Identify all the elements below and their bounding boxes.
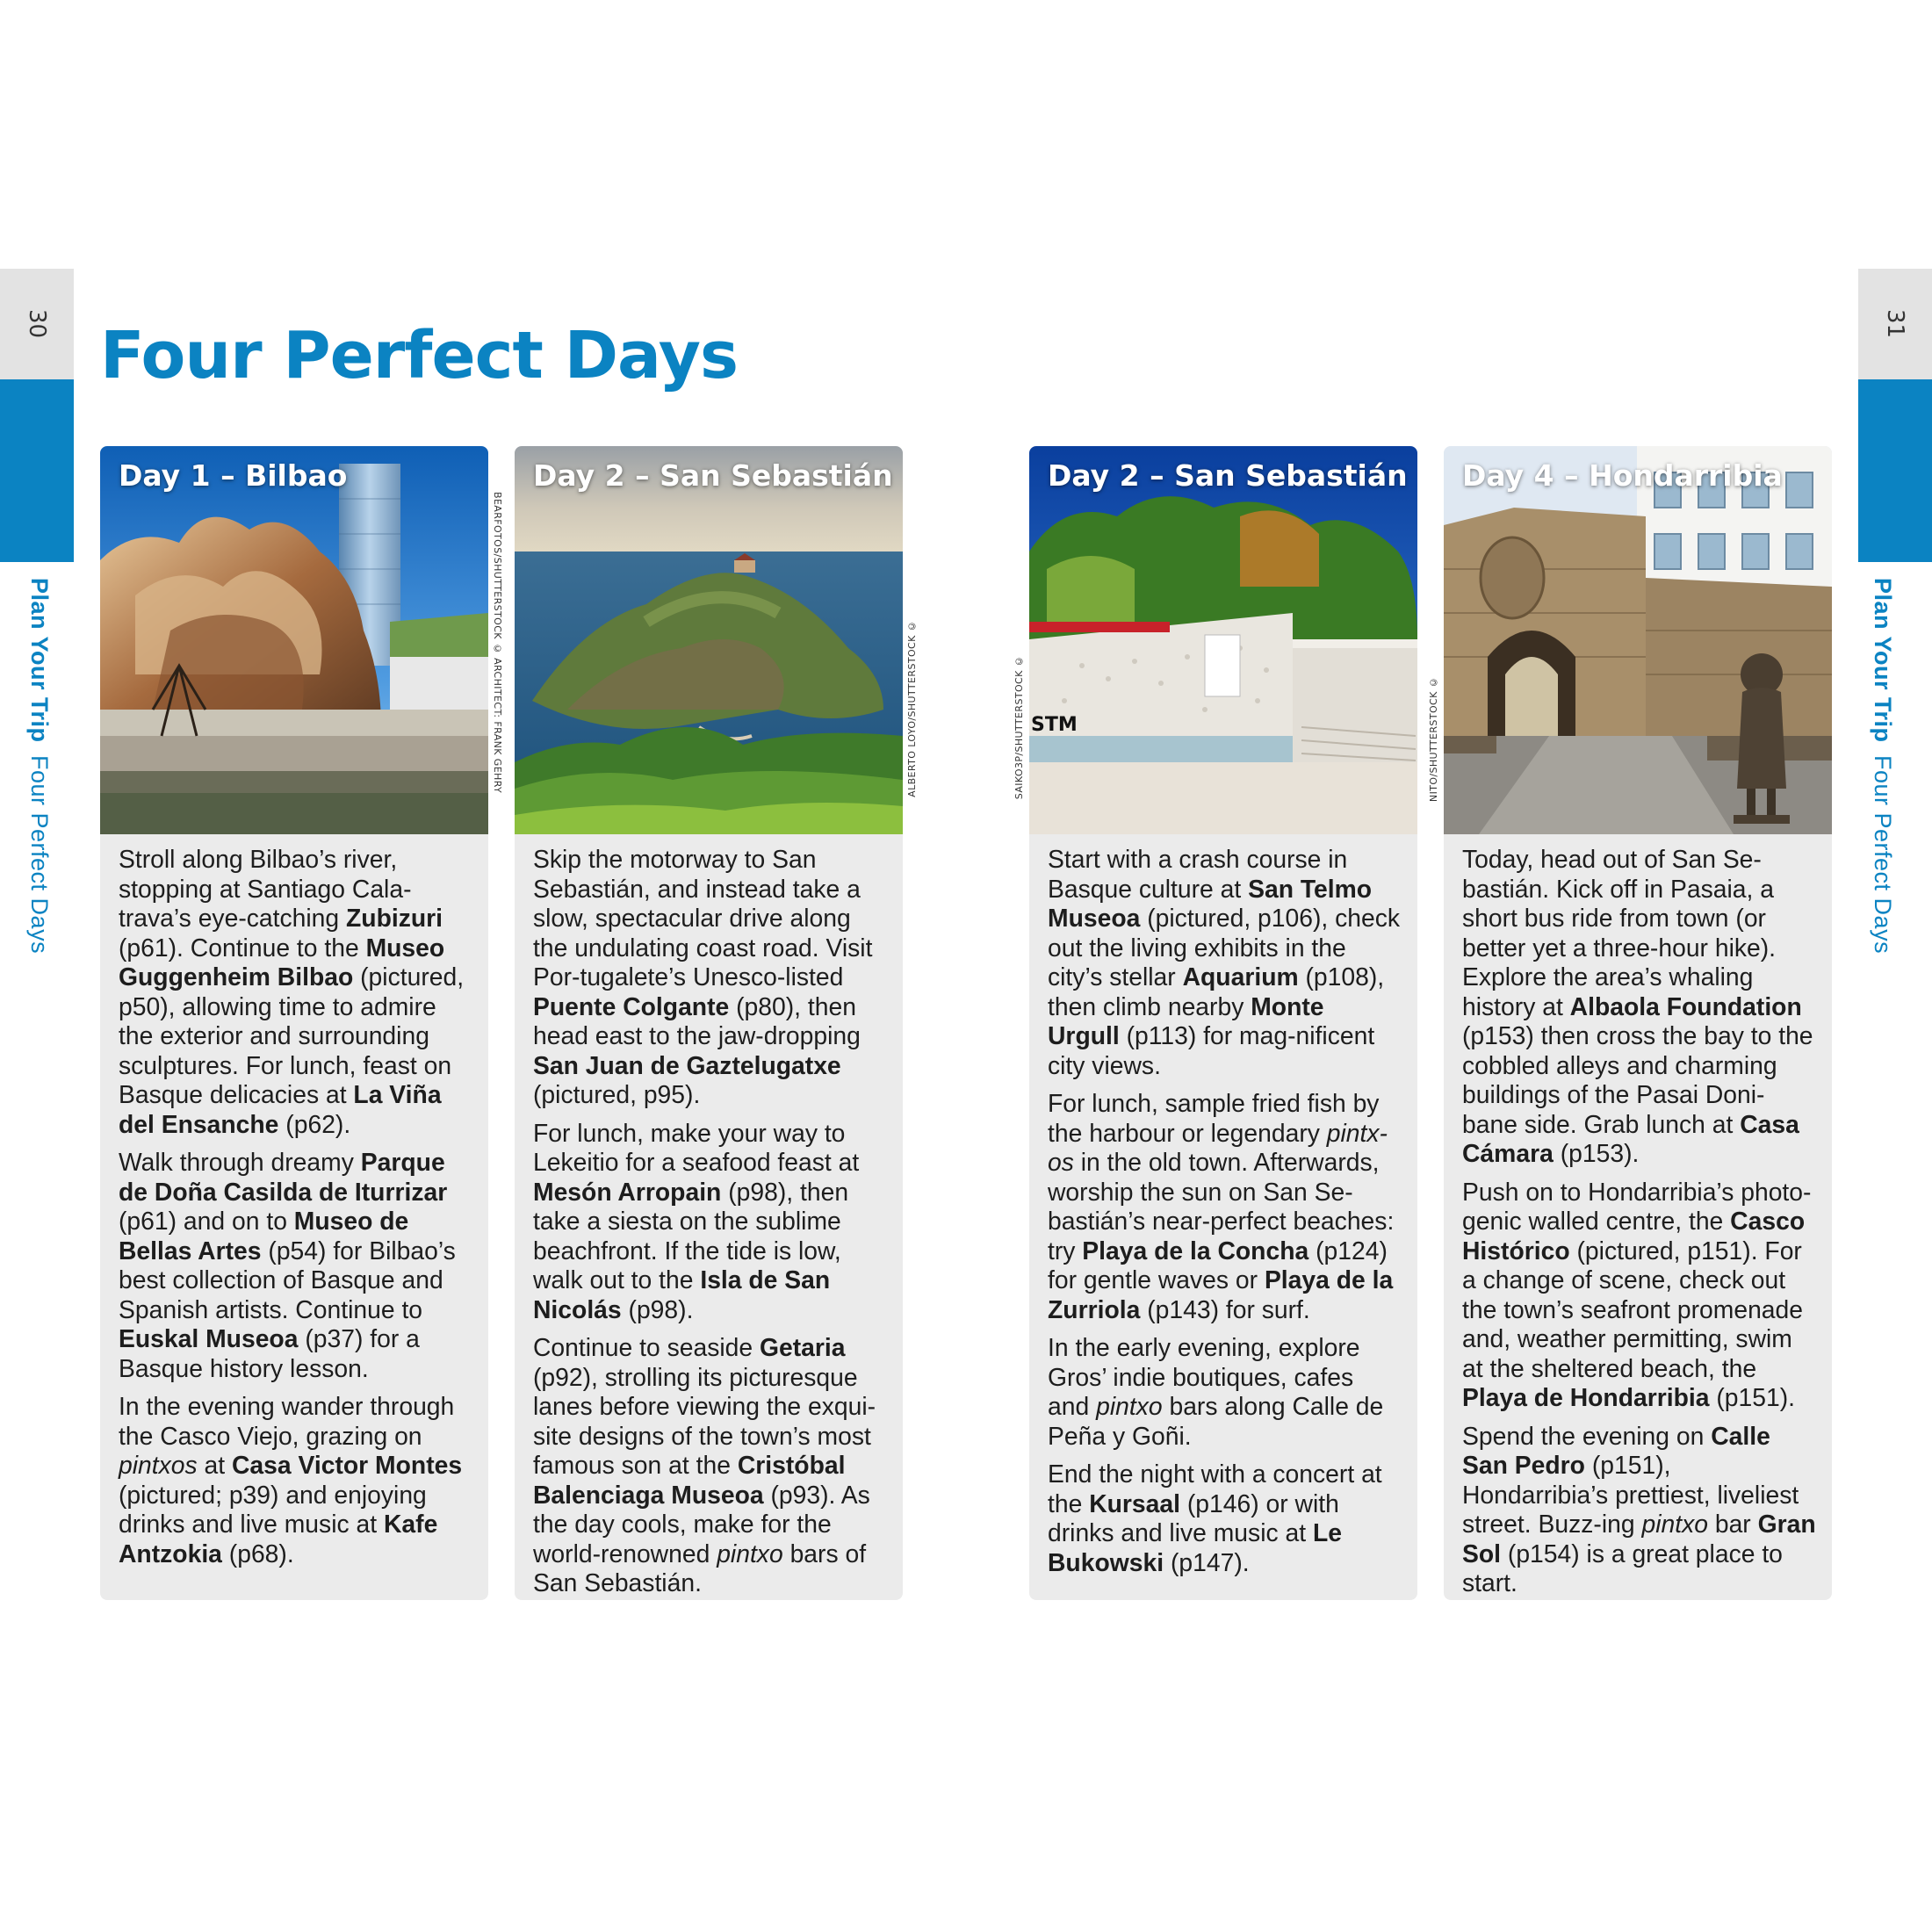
day-card-4 bbox=[1444, 446, 1832, 1600]
paragraph: In the evening wander through the Casco Viejo, grazing on pintxos at Casa Victor Montes (pictured; p39) and enjoying drinks and live music at Kafe Antzokia (p68). bbox=[119, 1392, 463, 1568]
day-3-text bbox=[1029, 834, 1417, 1577]
left-page-number-box bbox=[0, 269, 74, 379]
paragraph: Walk through dreamy Parque de Doña Casilda de Iturrizar (p61) and on to Museo de Bellas Artes (p54) for Bilbao’s best collection of Basque and Spanish artists. Continue to Euskal Museoa (p37) for a Basque history lesson. bbox=[119, 1148, 456, 1382]
left-page-number: 30 bbox=[24, 309, 50, 339]
right-running-header bbox=[1869, 578, 1896, 954]
guggenheim-museum-photo bbox=[100, 446, 488, 834]
san-telmo-museoa-photo bbox=[1029, 446, 1417, 834]
day-2-title: Day 2 – San Sebastián bbox=[533, 458, 893, 493]
day-4-photo-credit: NITO/SHUTTERSTOCK © bbox=[1428, 676, 1439, 803]
left-section-label: Plan Your Trip bbox=[26, 578, 53, 743]
paragraph: Stroll along Bilbao’s river, stopping at Santiago Cala-trava’s eye-catching Zubizuri (p61). Continue to the Museo Guggenheim Bilbao (pictured, p50), allowing time to admire the exterior and surrounding sculptures. For lunch, feast on Basque delicacies at La Viña del Ensanche (p62). bbox=[119, 845, 465, 1138]
paragraph: In the early evening, explore Gros’ indie boutiques, cafes and pintxo bars along Calle de Peña y Goñi. bbox=[1048, 1333, 1384, 1450]
right-page-number-box bbox=[1858, 269, 1932, 379]
day-3-photo-credit: SAIKO3P/SHUTTERSTOCK © bbox=[1013, 655, 1025, 800]
day-2-text bbox=[515, 834, 903, 1598]
left-page-tab bbox=[0, 269, 74, 562]
right-page-number: 31 bbox=[1882, 309, 1908, 339]
day-4-text bbox=[1444, 834, 1832, 1598]
paragraph: Spend the evening on Calle San Pedro (p151), Hondarribia’s prettiest, liveliest street. Buzz-ing pintxo bar Gran Sol (p154) is a great place to start. bbox=[1462, 1421, 1816, 1597]
day-card-2 bbox=[515, 446, 903, 1600]
day-card-1 bbox=[100, 446, 488, 1600]
gaztelugatxe-island-photo bbox=[515, 446, 903, 834]
paragraph: Continue to seaside Getaria (p92), strolling its picturesque lanes before viewing the exqui-site designs of the town’s most famous son at the Cristóbal Balenciaga Museoa (p93). As the day cools, make for the world-renowned pintxo bars of San Sebastián. bbox=[533, 1333, 876, 1597]
left-accent-bar bbox=[0, 379, 74, 562]
paragraph: For lunch, sample fried fish by the harbour or legendary pintx-os in the old town. Afterwards, worship the sun on San Se-bastián’s near-perfect beaches: try Playa de la Concha (p124) for gentle waves or Playa de la Zurriola (p143) for surf. bbox=[1048, 1089, 1395, 1323]
day-card-3 bbox=[1029, 446, 1417, 1600]
stm-sign-text: STM bbox=[1031, 714, 1078, 736]
paragraph: Today, head out of San Se-bastián. Kick off in Pasaia, a short bus ride from town (or better yet a three-hour hike). Explore the area’s whaling history at Albaola Foundation (p153) then cross the bay to the cobbled alleys and charming buildings of the Pasai Doni-bane side. Grab lunch at Casa Cámara (p153). bbox=[1462, 845, 1813, 1167]
day-3-title: Day 2 – San Sebastián bbox=[1048, 458, 1408, 493]
paragraph: End the night with a concert at the Kursaal (p146) or with drinks and live music at Le Bukowski (p147). bbox=[1048, 1460, 1382, 1576]
day-2-photo-credit: ALBERTO LOYO/SHUTTERSTOCK © bbox=[906, 620, 918, 797]
paragraph: For lunch, make your way to Lekeitio for a seafood feast at Mesón Arropain (p98), then take a siesta on the sublime beachfront. If the tide is low, walk out to the Isla de San Nicolás (p98). bbox=[533, 1118, 860, 1323]
paragraph: Skip the motorway to San Sebastián, and instead take a slow, spectacular drive along the undulating coast road. Visit Por-tugalete’s Unesco-listed Puente Colgante (p80), then head east to the jaw-dropping San Juan de Gaztelugatxe (pictured, p95). bbox=[533, 845, 873, 1108]
day-4-title: Day 4 – Hondarribia bbox=[1462, 458, 1783, 493]
right-accent-bar bbox=[1858, 379, 1932, 562]
page-title: Four Perfect Days bbox=[100, 318, 738, 393]
right-page-tab bbox=[1858, 269, 1932, 562]
day-1-text bbox=[100, 834, 488, 1568]
left-subsection-label: Four Perfect Days bbox=[26, 754, 53, 954]
right-section-label: Plan Your Trip bbox=[1870, 578, 1896, 743]
day-1-photo-credit: BEARFOTOS/SHUTTERSTOCK © ARCHITECT: FRANK GEHRY bbox=[492, 492, 503, 794]
right-subsection-label: Four Perfect Days bbox=[1870, 754, 1896, 954]
hondarribia-gate-photo bbox=[1444, 446, 1832, 834]
paragraph: Start with a crash course in Basque culture at San Telmo Museoa (pictured, p106), check out the living exhibits in the city’s stellar Aquarium (p108), then climb nearby Monte Urgull (p113) for mag-nificent city views. bbox=[1048, 845, 1401, 1079]
left-running-header bbox=[25, 578, 53, 954]
day-1-title: Day 1 – Bilbao bbox=[119, 458, 348, 493]
paragraph: Push on to Hondarribia’s photo-genic walled centre, the Casco Histórico (pictured, p151). For a change of scene, check out the town’s seafront promenade and, weather permitting, swim at the sheltered beach, the Playa de Hondarribia (p151). bbox=[1462, 1177, 1812, 1411]
